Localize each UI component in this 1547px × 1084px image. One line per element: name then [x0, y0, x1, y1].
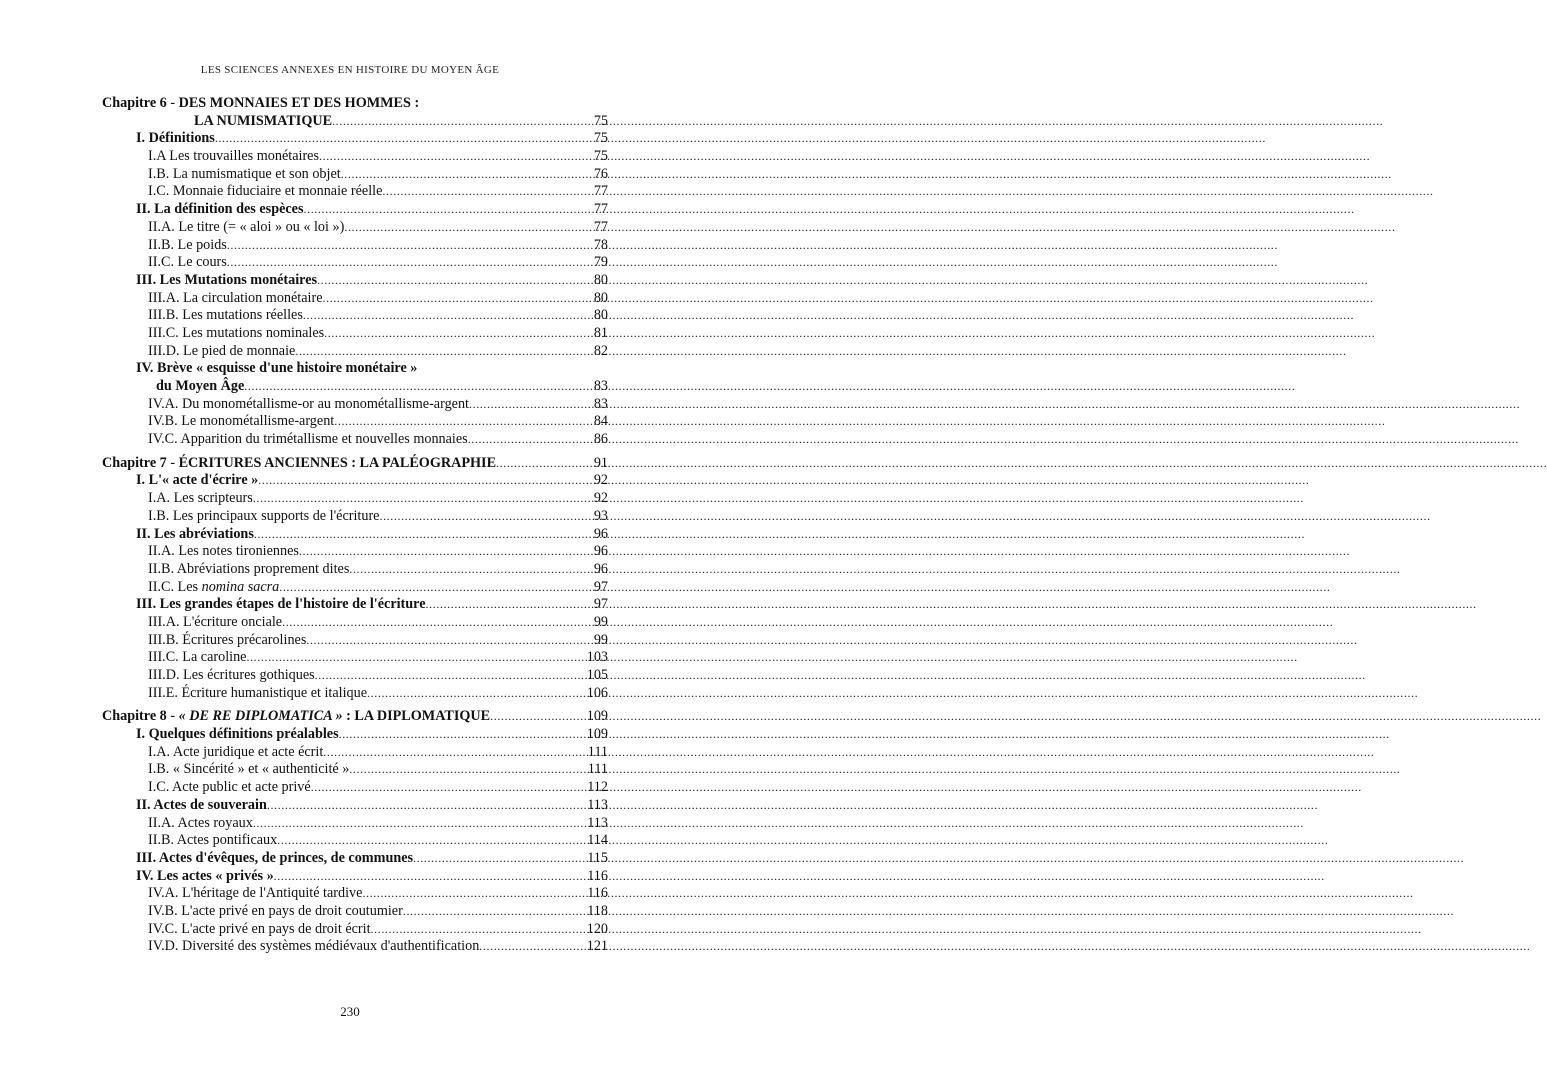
page-ref: 115 [587, 849, 608, 866]
toc-subsection[interactable] [102, 579, 608, 597]
chapter-title: ÉCRITURES ANCIENNES : LA PALÉOGRAPHIE [178, 454, 497, 471]
toc-subsection[interactable] [102, 490, 608, 508]
section-label: I. Quelques définitions préalables [136, 726, 339, 743]
page-ref: 80 [593, 289, 608, 306]
chapter-number: Chapitre 6 [102, 95, 167, 111]
page-ref: 77 [593, 218, 608, 235]
page-ref: 97 [593, 578, 608, 595]
chapter-heading[interactable]: Chapitre 6 - DES MONNAIES ET DES HOMMES : [102, 95, 420, 111]
section-label: IV. Les actes « privés » [136, 867, 274, 884]
toc-subsection[interactable] [102, 325, 608, 343]
page-ref: 116 [587, 885, 608, 902]
toc-section-continued[interactable] [102, 378, 608, 396]
subsection-label: IV.C. L'acte privé en pays de droit écrit [148, 920, 371, 937]
subsection-label: III.A. L'écriture onciale [148, 613, 283, 630]
page-ref: 113 [587, 796, 608, 813]
toc-section[interactable] [102, 850, 608, 868]
subsection-label: II.A. Le titre (= « aloi » ou « loi ») [148, 218, 345, 235]
toc-section[interactable] [102, 596, 608, 614]
subsection-label: IV.C. Apparition du trimétallisme et nouvelles monnaies [148, 431, 468, 448]
page-ref: 80 [593, 307, 608, 324]
page-ref: 106 [586, 684, 608, 701]
subsection-label: II.C. Les nomina sacra [148, 578, 280, 595]
page-ref: 91 [593, 454, 608, 471]
toc-subsection[interactable] [102, 543, 608, 561]
chapter-number: Chapitre 8 [102, 708, 167, 725]
toc-subsection[interactable] [102, 832, 608, 850]
toc-subsection[interactable] [102, 885, 608, 903]
subsection-label: III.C. Les mutations nominales [148, 324, 325, 341]
section-label: II. Actes de souverain [136, 796, 267, 813]
toc-section[interactable] [102, 797, 608, 815]
subsection-label: I.B. Les principaux supports de l'écriture [148, 507, 380, 524]
subsection-label: IV.B. Le monométallisme-argent [148, 413, 335, 430]
page-ref: 92 [593, 472, 608, 489]
page-ref: 96 [593, 543, 608, 560]
page-ref: 111 [587, 743, 608, 760]
subsection-label: I.B. La numismatique et son objet [148, 165, 341, 182]
toc-subsection[interactable] [102, 254, 608, 272]
toc-subsection[interactable] [102, 632, 608, 650]
chapter-title: : LA DIPLOMATIQUE [342, 708, 491, 725]
subsection-label: II.A. Actes royaux [148, 814, 253, 831]
toc-subsection[interactable] [102, 183, 608, 201]
toc-subsection[interactable] [102, 413, 608, 431]
page-ref: 96 [593, 525, 608, 542]
toc-subsection[interactable] [102, 343, 608, 361]
section-label: II. La définition des espèces [136, 201, 304, 218]
subsection-label: I.A Les trouvailles monétaires [148, 148, 319, 165]
toc-subsection[interactable] [102, 166, 608, 184]
page-ref: 92 [593, 490, 608, 507]
toc-subsection[interactable] [102, 396, 608, 414]
subsection-label: II.B. Actes pontificaux [148, 832, 278, 849]
page-ref: 80 [593, 271, 608, 288]
page-ref: 81 [593, 324, 608, 341]
subsection-label: IV.D. Diversité des systèmes médiévaux d'authentification [148, 938, 480, 955]
page-ref: 113 [587, 814, 608, 831]
chapter-heading-continued[interactable] [102, 113, 608, 131]
toc-section[interactable] [102, 526, 608, 544]
toc-subsection[interactable] [102, 561, 608, 579]
page-ref: 99 [593, 613, 608, 630]
page-ref: 78 [593, 236, 608, 253]
toc-subsection[interactable] [102, 290, 608, 308]
subsection-label: I.C. Acte public et acte privé [148, 779, 311, 796]
page-ref: 83 [593, 378, 608, 394]
page-ref: 111 [587, 761, 608, 778]
table-of-contents [102, 95, 608, 956]
section-label: II. Les abréviations [136, 525, 254, 542]
subsection-label: IV.A. Du monométallisme-or au monométallisme-argent [148, 395, 469, 412]
subsection-label: IV.A. L'héritage de l'Antiquité tardive [148, 885, 363, 902]
page-ref: 120 [586, 920, 608, 937]
toc-subsection[interactable] [102, 667, 608, 685]
subsection-label: III.B. Écritures précarolines [148, 631, 307, 648]
section-label-line2: du Moyen Âge [156, 378, 245, 394]
toc-subsection[interactable] [102, 219, 608, 237]
subsection-label: I.B. « Sincérité » et « authenticité » [148, 761, 350, 778]
page-ref: 79 [593, 254, 608, 271]
toc-section[interactable] [102, 272, 608, 290]
page-ref: 75 [593, 148, 608, 165]
subsection-label: III.D. Les écritures gothiques [148, 667, 315, 683]
section-label: III. Les Mutations monétaires [136, 271, 318, 288]
running-head: LES SCIENCES ANNEXES EN HISTOIRE DU MOYEN ÂGE [200, 64, 500, 76]
toc-section[interactable] [102, 472, 608, 490]
subsection-label: III.B. Les mutations réelles [148, 307, 303, 324]
page-ref: 114 [587, 832, 608, 849]
subsection-label: I.C. Monnaie fiduciaire et monnaie réelle [148, 183, 383, 200]
page-ref: 116 [587, 867, 608, 884]
toc-section[interactable] [102, 360, 608, 378]
chapter-heading[interactable]: Chapitre 7 - ÉCRITURES ANCIENNES : LA PALÉOGRAPHIE ..... 91 [102, 455, 608, 473]
toc-subsection[interactable] [102, 903, 608, 921]
page-ref: 99 [593, 631, 608, 648]
toc-subsection[interactable] [102, 685, 608, 703]
subsection-label: IV.B. L'acte privé en pays de droit coutumier [148, 902, 403, 919]
page-ref: 82 [593, 342, 608, 359]
subsection-label: III.D. Le pied de monnaie [148, 342, 296, 359]
toc-section[interactable] [102, 201, 608, 219]
toc-subsection[interactable] [102, 614, 608, 632]
page-ref: 76 [593, 165, 608, 182]
page-ref: 75 [593, 112, 608, 129]
subsection-label: I.A. Acte juridique et acte écrit [148, 743, 324, 760]
chapter-title: DES MONNAIES ET DES HOMMES : [178, 95, 420, 111]
page-ref: 75 [593, 130, 608, 147]
chapter-heading[interactable]: Chapitre 8 - « DE RE DIPLOMATICA » : LA DIPLOMATIQUE ..... 109 [102, 708, 608, 726]
section-label: IV. Brève « esquisse d'une histoire monétaire » [136, 360, 418, 377]
toc-subsection[interactable] [102, 237, 608, 255]
page-ref: 77 [593, 201, 608, 218]
page-ref: 86 [593, 431, 608, 448]
page-ref: 93 [593, 507, 608, 524]
toc-subsection[interactable] [102, 148, 608, 166]
page-number: 230 [340, 1004, 360, 1019]
subsection-label: II.A. Les notes tironiennes [148, 543, 299, 560]
subsection-label: III.E. Écriture humanistique et italique [148, 684, 368, 701]
toc-section[interactable] [102, 868, 608, 886]
toc-subsection[interactable] [102, 921, 608, 939]
section-label: I. Définitions [136, 130, 215, 147]
toc-subsection[interactable] [102, 938, 608, 956]
chapter-number: Chapitre 7 [102, 454, 167, 471]
toc-subsection[interactable] [102, 761, 608, 779]
subsection-label: II.B. Le poids [148, 236, 227, 253]
toc-section[interactable] [102, 130, 608, 148]
page-ref: 109 [586, 726, 608, 743]
subsection-label: II.B. Abréviations proprement dites [148, 560, 350, 577]
section-label: III. Les grandes étapes de l'histoire de l'écriture [136, 596, 426, 613]
toc-subsection[interactable] [102, 431, 608, 449]
toc-subsection[interactable] [102, 508, 608, 526]
toc-subsection[interactable] [102, 779, 608, 797]
toc-section[interactable] [102, 726, 608, 744]
chapter-title-italic: « DE RE DIPLOMATICA » [178, 708, 343, 725]
toc-subsection[interactable] [102, 815, 608, 833]
chapter-title-line2: LA NUMISMATIQUE [194, 112, 333, 129]
page-ref: 109 [586, 708, 608, 725]
page-ref: 96 [593, 560, 608, 577]
page-ref: 77 [593, 183, 608, 200]
subsection-label: III.C. La caroline [148, 649, 247, 666]
subsection-label: III.A. La circulation monétaire [148, 289, 323, 306]
toc-subsection[interactable] [102, 744, 608, 762]
subsection-label: II.C. Le cours [148, 254, 227, 271]
toc-subsection[interactable] [102, 307, 608, 325]
page-ref: 121 [586, 938, 608, 955]
page-ref: 83 [593, 395, 608, 412]
page-ref: 97 [593, 596, 608, 613]
page-ref: 84 [593, 413, 608, 430]
page-ref: 112 [587, 779, 608, 796]
section-label: I. L'« acte d'écrire » [136, 472, 259, 489]
toc-subsection[interactable] [102, 649, 608, 667]
page-ref: 103 [586, 649, 608, 666]
page-ref: 118 [587, 902, 608, 919]
subsection-label: I.A. Les scripteurs [148, 490, 253, 507]
section-label: III. Actes d'évêques, de princes, de communes [136, 849, 414, 866]
page-ref: 105 [586, 667, 608, 683]
